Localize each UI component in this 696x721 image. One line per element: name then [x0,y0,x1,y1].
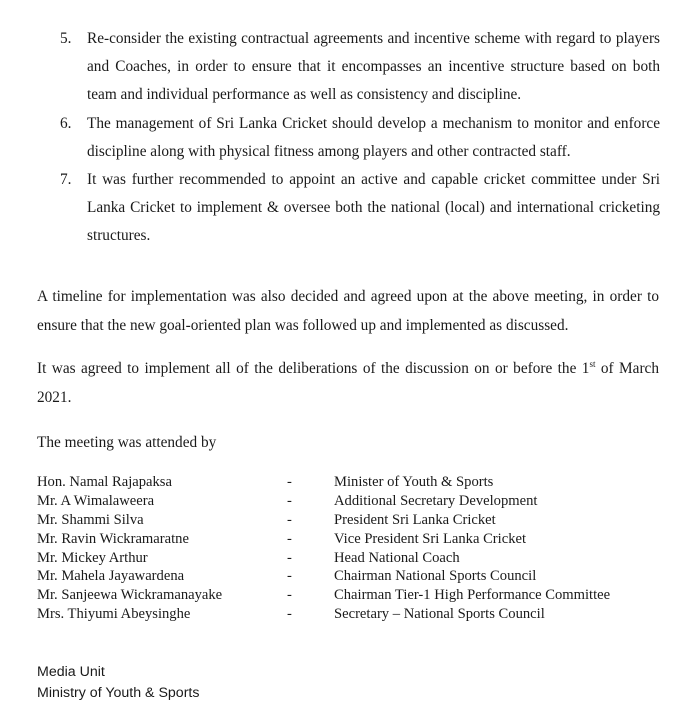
footer-unit: Media Unit [37,664,105,680]
recommendation-number: 5. [60,30,72,47]
attendee-row [37,586,677,605]
attendee-role: Head National Coach [334,549,460,566]
attendee-role: Vice President Sri Lanka Cricket [334,530,527,547]
attendee-name: Mrs. Thiyumi Abeysinghe [37,606,191,623]
recommendation-item [60,110,660,166]
implementation-paragraph [37,355,659,412]
attendee-row [37,549,677,568]
attendee-row [37,492,677,511]
recommendation-item [60,25,660,110]
attendee-name: Mr. Mahela Jayawardena [37,568,185,585]
attendee-row [37,567,677,586]
recommendation-number: 6. [60,114,72,132]
footer-ministry: Ministry of Youth & Sports [37,685,200,701]
attendee-role: Chairman National Sports Council [334,568,537,585]
timeline-paragraph: A timeline for implementation was also decided and agreed upon at the above meeting, in order to ensure that the new goal-oriented plan was followed up and implemented as discussed. [37,288,659,334]
attendee-name: Mr. Mickey Arthur [37,549,148,566]
attended-heading: The meeting was attended by [37,434,217,451]
implementation-text-after: of March 2021. [37,360,659,406]
footer-signature [37,662,199,704]
ordinal-superscript: st [589,358,596,369]
attendee-separator: - [287,492,292,509]
attendee-row [37,473,677,492]
attendee-row [37,511,677,530]
attendee-name: Hon. Namal Rajapaksa [37,474,172,490]
attendee-list [37,473,677,624]
recommendation-text: Re-consider the existing contractual agreements and incentive scheme with regard to players and Coaches, in order to ensure that it encompasses an incentive structure based on both team and individual performance as well as consistency and discipline. [87,30,660,104]
attendee-role: Secretary – National Sports Council [334,606,545,623]
attendee-name: Mr. Ravin Wickramaratne [37,530,189,547]
attendee-row [37,605,677,624]
attendee-name: Mr. Sanjeewa Wickramanayake [37,587,223,604]
attendee-role: President Sri Lanka Cricket [334,511,496,528]
attendee-role: Additional Secretary Development [334,492,538,509]
attendee-name: Mr. A Wimalaweera [37,492,155,509]
attendee-name: Mr. Shammi Silva [37,511,144,528]
recommendation-number: 7. [60,171,72,189]
attendee-role: Minister of Youth & Sports [334,474,494,490]
recommendation-item [60,166,660,251]
attendee-separator: - [287,549,292,566]
attendee-separator: - [287,568,292,585]
implementation-text-before: It was agreed to implement all of the deliberations of the discussion on or before the 1 [37,360,590,377]
recommendation-text: The management of Sri Lanka Cricket should develop a mechanism to monitor and enforce discipline along with physical fitness among players and other contracted staff. [87,114,660,160]
attendee-separator: - [287,530,292,547]
attendee-row [37,530,677,549]
recommendation-list [60,25,660,251]
attendee-separator: - [287,587,292,604]
attendee-separator: - [287,474,292,490]
attendee-separator: - [287,606,292,623]
recommendation-text: It was further recommended to appoint an active and capable cricket committee under Sri Lanka Cricket to implement & oversee both the national (local) and international cricketing structures. [87,171,660,245]
attendee-separator: - [287,511,292,528]
attendee-role: Chairman Tier-1 High Performance Committee [334,587,611,604]
